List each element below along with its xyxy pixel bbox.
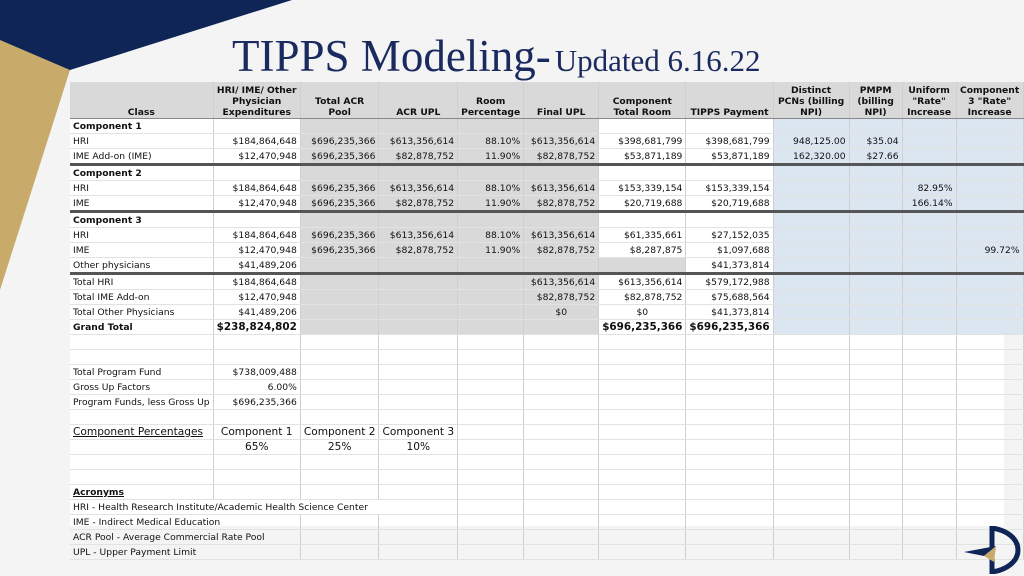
cell: $82,878,752: [524, 243, 599, 258]
cell: $696,235,366: [300, 228, 379, 243]
cell: $12,470,948: [213, 243, 300, 258]
cell: $613,356,614: [379, 181, 458, 196]
col-class: Class: [70, 82, 213, 119]
comp-pct-header: Component 2: [300, 425, 379, 440]
col-acr-upl: ACR UPL: [379, 82, 458, 119]
cell: $27.66: [849, 149, 902, 165]
cell: $27,152,035: [686, 228, 773, 243]
cell: $82,878,752: [379, 196, 458, 212]
cell: $12,470,948: [213, 196, 300, 212]
section-label: Component 3: [70, 212, 213, 228]
cell: $238,824,802: [213, 320, 300, 335]
col-hri: HRI/ IME/ Other Physician Expenditures: [213, 82, 300, 119]
cell: $613,356,614: [524, 228, 599, 243]
acronym-row: [70, 530, 1023, 545]
cell: $1,097,688: [686, 243, 773, 258]
cell: $696,235,366: [300, 181, 379, 196]
cell: $53,871,189: [686, 149, 773, 165]
row-label: HRI: [70, 228, 213, 243]
cell: 99.72%: [956, 243, 1023, 258]
cell: $20,719,688: [686, 196, 773, 212]
cell: $12,470,948: [213, 149, 300, 165]
row-label: Total HRI: [70, 274, 213, 290]
cell: $398,681,799: [686, 134, 773, 149]
cell: $184,864,648: [213, 228, 300, 243]
cell: $153,339,154: [686, 181, 773, 196]
total-row: [70, 305, 1023, 320]
header-row: [70, 82, 1023, 119]
grand-total-row: [70, 320, 1023, 335]
section-label: Component 1: [70, 119, 213, 134]
cell: 11.90%: [458, 243, 524, 258]
cell: $0: [599, 305, 686, 320]
col-comp-room: Component Total Room: [599, 82, 686, 119]
cell: $0: [524, 305, 599, 320]
cell: $184,864,648: [213, 274, 300, 290]
cell: $61,335,661: [599, 228, 686, 243]
section-label: Component 2: [70, 165, 213, 181]
acronym-item: ACR Pool - Average Commercial Rate Pool: [70, 530, 300, 545]
col-uniform: Uniform "Rate" Increase: [902, 82, 956, 119]
cell: $8,287,875: [599, 243, 686, 258]
fund-row: [70, 395, 1023, 410]
total-row: [70, 274, 1023, 290]
cell: $184,864,648: [213, 134, 300, 149]
cell: 88.10%: [458, 228, 524, 243]
cell: $579,172,988: [686, 274, 773, 290]
comp-pct-header: Component 1: [213, 425, 300, 440]
cell: $613,356,614: [524, 181, 599, 196]
col-tipps: TIPPS Payment: [686, 82, 773, 119]
cell: 88.10%: [458, 134, 524, 149]
col-comp3: Component 3 "Rate" Increase: [956, 82, 1023, 119]
acronym-item: HRI - Health Research Institute/Academic Health Science Center: [70, 500, 458, 515]
fund-row: [70, 365, 1023, 380]
acronym-row: [70, 500, 1023, 515]
title-main: TIPPS Modeling-: [232, 31, 551, 81]
acronym-item: IME - Indirect Medical Education: [70, 515, 300, 530]
cell: $82,878,752: [379, 149, 458, 165]
fund-value: 6.00%: [213, 380, 300, 395]
fund-row: [70, 380, 1023, 395]
cell: $613,356,614: [379, 134, 458, 149]
fund-value: $738,009,488: [213, 365, 300, 380]
row-label: HRI: [70, 181, 213, 196]
cell: $696,235,366: [300, 196, 379, 212]
cell: 11.90%: [458, 196, 524, 212]
cell: $75,688,564: [686, 290, 773, 305]
cell: $696,235,366: [300, 149, 379, 165]
col-pmpm: PMPM (billing NPI): [849, 82, 902, 119]
total-row: [70, 290, 1023, 305]
row-label: IME Add-on (IME): [70, 149, 213, 165]
cell: $82,878,752: [599, 290, 686, 305]
col-pcns: Distinct PCNs (billing NPI): [773, 82, 849, 119]
cell: $398,681,799: [599, 134, 686, 149]
fund-label: Gross Up Factors: [70, 380, 213, 395]
cell: $696,235,366: [599, 320, 686, 335]
cell: 88.10%: [458, 181, 524, 196]
page-title: [232, 30, 761, 82]
component-pct-row: [70, 425, 1023, 440]
cell: $12,470,948: [213, 290, 300, 305]
table-row: [70, 181, 1023, 196]
cell: $153,339,154: [599, 181, 686, 196]
cell: 11.90%: [458, 149, 524, 165]
row-label: HRI: [70, 134, 213, 149]
row-label: IME: [70, 196, 213, 212]
cell: $696,235,366: [300, 243, 379, 258]
acronyms-heading-row: [70, 485, 1023, 500]
cell: $20,719,688: [599, 196, 686, 212]
row-label: Total Other Physicians: [70, 305, 213, 320]
row-label: Grand Total: [70, 320, 213, 335]
component-pct-values: [70, 440, 1023, 455]
cell: 82.95%: [902, 181, 956, 196]
cell: $613,356,614: [379, 228, 458, 243]
section-row: [70, 212, 1023, 228]
cell: $696,235,366: [300, 134, 379, 149]
table-row: [70, 258, 1023, 274]
fund-label: Total Program Fund: [70, 365, 213, 380]
cell: $41,373,814: [686, 305, 773, 320]
cell: 162,320.00: [773, 149, 849, 165]
cell: $41,373,814: [686, 258, 773, 274]
cell: $35.04: [849, 134, 902, 149]
col-room-pct: Room Percentage: [458, 82, 524, 119]
section-row: [70, 165, 1023, 181]
cell: 166.14%: [902, 196, 956, 212]
acronym-item: UPL - Upper Payment Limit: [70, 545, 300, 560]
brand-logo-icon: [962, 526, 1022, 574]
cell: $82,878,752: [524, 196, 599, 212]
comp-pct-header: Component 3: [379, 425, 458, 440]
tipps-table: [70, 82, 1024, 560]
cell: $82,878,752: [524, 290, 599, 305]
title-sub: Updated 6.16.22: [554, 43, 761, 78]
cell: $82,878,752: [379, 243, 458, 258]
cell: $613,356,614: [524, 274, 599, 290]
comp-pct-value: 10%: [379, 440, 458, 455]
col-acr-pool: Total ACR Pool: [300, 82, 379, 119]
col-final-upl: Final UPL: [524, 82, 599, 119]
fund-value: $696,235,366: [213, 395, 300, 410]
table-row: [70, 149, 1023, 165]
section-row: [70, 119, 1023, 134]
cell: $41,489,206: [213, 258, 300, 274]
fund-label: Program Funds, less Gross Up: [70, 395, 213, 410]
acronym-row: [70, 545, 1023, 560]
table-row: [70, 196, 1023, 212]
row-label: IME: [70, 243, 213, 258]
cell: 948,125.00: [773, 134, 849, 149]
acronym-row: [70, 515, 1023, 530]
cell: $184,864,648: [213, 181, 300, 196]
row-label: Total IME Add-on: [70, 290, 213, 305]
cell: $41,489,206: [213, 305, 300, 320]
comp-pct-value: 65%: [213, 440, 300, 455]
cell: $613,356,614: [524, 134, 599, 149]
table-row: [70, 134, 1023, 149]
acronyms-heading: Acronyms: [70, 485, 213, 500]
table-row: [70, 243, 1023, 258]
cell: $53,871,189: [599, 149, 686, 165]
comp-pct-label: Component Percentages: [70, 425, 213, 440]
row-label: Other physicians: [70, 258, 213, 274]
comp-pct-value: 25%: [300, 440, 379, 455]
cell: $82,878,752: [524, 149, 599, 165]
table-row: [70, 228, 1023, 243]
cell: $613,356,614: [599, 274, 686, 290]
cell: $696,235,366: [686, 320, 773, 335]
